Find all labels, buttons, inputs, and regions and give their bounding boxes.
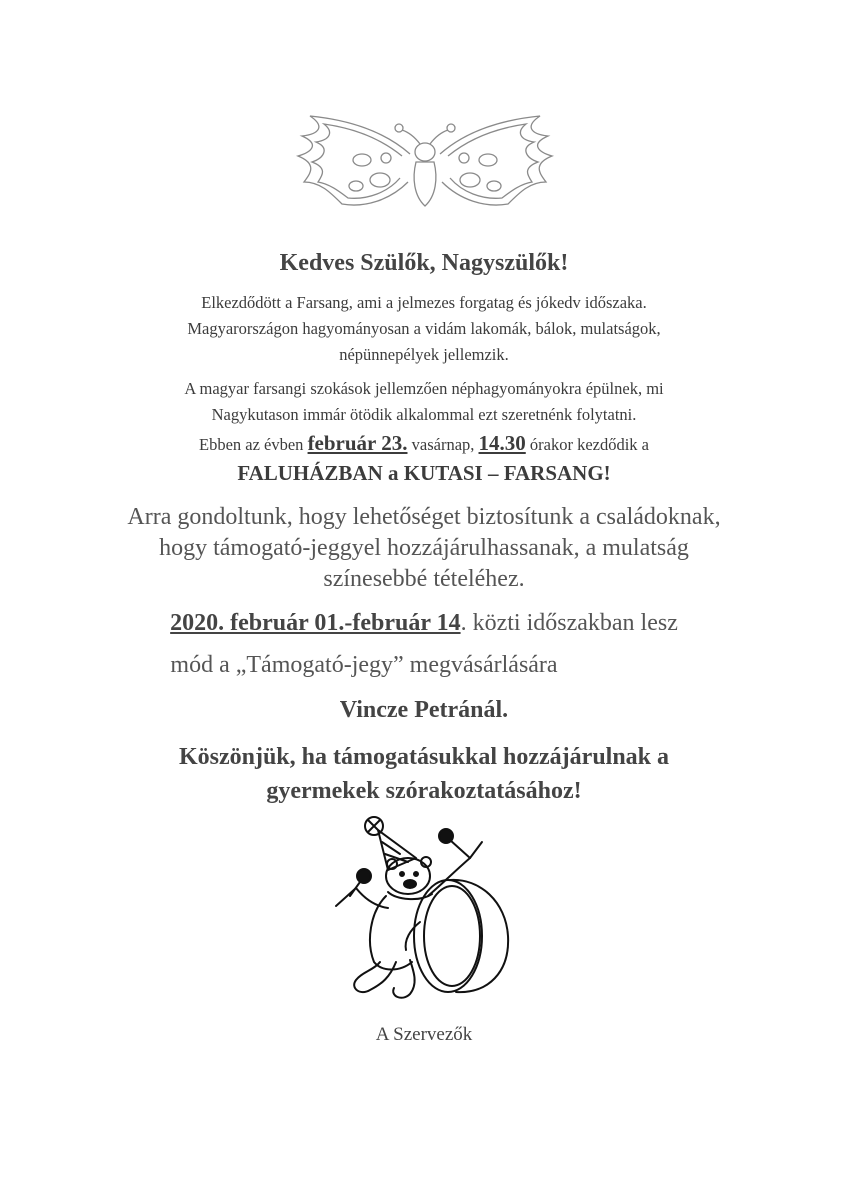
period-line — [0, 606, 848, 640]
thanks-line: Köszönjük, ha támogatásukkal hozzájárulnak a — [178, 744, 670, 770]
support-line: hogy támogató-jeggyel hozzájárulhassanak, a mulatság — [159, 535, 689, 561]
butterfly-mask-icon — [290, 112, 560, 214]
period-dates: 2020. február 01.-február 14 — [170, 610, 461, 636]
tradition-paragraph — [0, 376, 848, 428]
tradition-line: Nagykutason immár ötödik alkalommal ezt szeretnénk folytatni. — [211, 405, 637, 424]
event-date: február 23. — [307, 431, 408, 455]
thanks-line: gyermekek szórakoztatásához! — [266, 778, 582, 804]
thanks-paragraph — [0, 740, 848, 808]
intro-paragraph — [0, 290, 848, 368]
intro-line: Elkezdődött a Farsang, ami a jelmezes forgatag és jókedv időszaka. — [201, 293, 647, 312]
support-line: színesebbé tételéhez. — [323, 566, 525, 592]
support-paragraph — [0, 502, 848, 595]
intro-line: Magyarországon hagyományosan a vidám lakomák, bálok, mulatságok, — [187, 319, 661, 338]
signature: A Szervezők — [375, 1024, 473, 1045]
intro-line: népünnepélyek jellemzik. — [339, 345, 509, 364]
contact-name: Vincze Petránál. — [339, 697, 509, 723]
purchase-line: mód a „Támogató-jegy” megvásárlására — [170, 652, 558, 678]
event-prefix: Ebben az évben — [198, 435, 308, 454]
support-line: Arra gondoltunk, hogy lehetőséget biztosítunk a családoknak, — [127, 504, 721, 530]
drumming-bear-icon — [330, 812, 515, 1007]
event-suffix: órakor kezdődik a — [525, 435, 650, 454]
greeting-heading: Kedves Szülők, Nagyszülők! — [279, 250, 569, 276]
event-headline: FALUHÁZBAN a KUTASI – FARSANG! — [237, 461, 611, 485]
period-suffix: . közti időszakban lesz — [460, 610, 678, 636]
event-middle: vasárnap, — [407, 435, 479, 454]
event-time: 14.30 — [478, 431, 526, 455]
tradition-line: A magyar farsangi szokások jellemzően néphagyományokra épülnek, mi — [184, 379, 664, 398]
